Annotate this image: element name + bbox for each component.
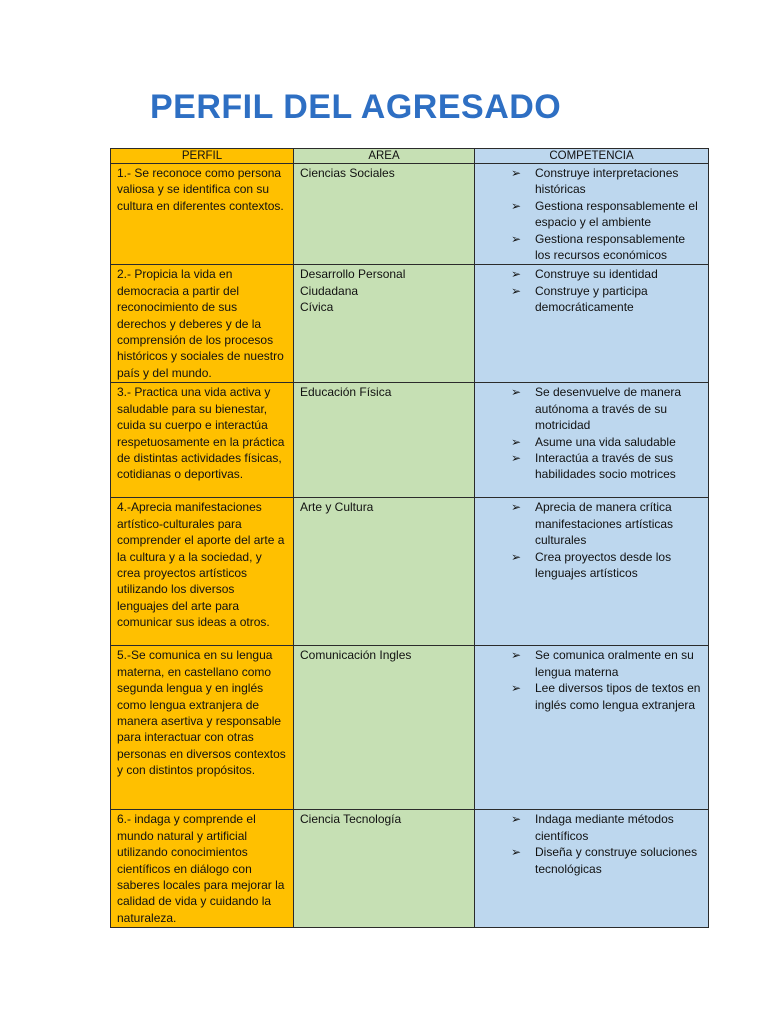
area-cell: [294, 383, 475, 498]
area-name: Cívica: [300, 300, 334, 315]
competencia-item: ➢ Construye y participa democráticamente: [511, 283, 648, 315]
area-cell: [294, 164, 475, 265]
header-row: [111, 149, 709, 164]
arrowhead-bullet-icon: ➢: [511, 166, 522, 180]
perfil-cell: 3.- Practica una vida activa y saludable para su bienestar, cuida su cuerpo e interactúa respetuosamente en la práctica de distintas actividades físicas, cotidianas o deportivas.: [111, 383, 294, 498]
competencia-item: ➢ Interactúa a través de sus habilidades socio motrices: [511, 450, 676, 482]
header-area: AREA: [294, 149, 475, 164]
perfil-cell: 4.-Aprecia manifestaciones artístico-culturales para comprender el aporte del arte a la cultura y a la sociedad, y crea proyectos artísticos utilizando los diversos lenguajes del arte para comunicar sus ideas a otros.: [111, 498, 294, 646]
header-perfil: PERFIL: [111, 149, 294, 164]
competencia-item: ➢ Indaga mediante métodos científicos: [511, 812, 674, 843]
competencia-cell: [475, 498, 709, 646]
arrowhead-bullet-icon: ➢: [511, 681, 522, 696]
table-row: [111, 498, 709, 646]
competencia-item: ➢ Lee diversos tipos de textos en inglés como lengua extranjera: [511, 681, 701, 712]
area-cell: [294, 810, 475, 928]
arrowhead-bullet-icon: ➢: [511, 434, 522, 449]
competencia-item: ➢ Se desenvuelve de manera autónoma a través de su motricidad: [511, 385, 682, 433]
competencia-cell: [475, 810, 709, 928]
competencia-item: ➢ Gestiona responsablemente los recursos económicos: [511, 231, 686, 263]
area-name: Ciudadana: [300, 283, 359, 298]
perfil-cell: 5.-Se comunica en su lengua materna, en castellano como segunda lengua y en inglés como lengua extranjera de manera asertiva y responsable para interactuar con otras personas en diversos contextos y con distintos propósitos.: [111, 646, 294, 810]
arrowhead-bullet-icon: ➢: [511, 198, 522, 213]
area-name: Educación Física: [300, 385, 392, 400]
competencia-item: ➢ Aprecia de manera crítica manifestaciones artísticas culturales: [511, 500, 674, 548]
competencia-item: ➢ Gestiona responsablemente el espacio y el ambiente: [511, 198, 698, 230]
competencia-item: ➢ Construye interpretaciones históricas: [511, 166, 679, 197]
arrowhead-bullet-icon: ➢: [511, 385, 522, 400]
area-cell: [294, 265, 475, 383]
arrowhead-bullet-icon: ➢: [511, 648, 522, 663]
area-name: Ciencia Tecnología: [300, 812, 402, 827]
area-name: Comunicación Ingles: [300, 648, 412, 663]
page-title: PERFIL DEL AGRESADO: [150, 88, 562, 126]
arrowhead-bullet-icon: ➢: [511, 549, 522, 564]
competencia-item: ➢ Crea proyectos desde los lenguajes artísticos: [511, 549, 672, 580]
arrowhead-bullet-icon: ➢: [511, 267, 522, 282]
table-row: [111, 646, 709, 810]
area-cell: [294, 646, 475, 810]
area-name: Arte y Cultura: [300, 500, 374, 515]
arrowhead-bullet-icon: ➢: [511, 500, 522, 515]
arrowhead-bullet-icon: ➢: [511, 845, 522, 860]
table-row: [111, 164, 709, 265]
arrowhead-bullet-icon: ➢: [511, 283, 522, 298]
perfil-cell: 2.- Propicia la vida en democracia a partir del reconocimiento de sus derechos y deberes y de la comprensión de los procesos históricos y sociales de nuestro país y del mundo.: [111, 265, 294, 383]
competencia-cell: [475, 646, 709, 810]
competencia-item: ➢ Se comunica oralmente en su lengua materna: [511, 648, 694, 679]
area-name: Desarrollo Personal: [300, 267, 406, 282]
perfil-cell: 6.- indaga y comprende el mundo natural y artificial utilizando conocimientos científicos en diálogo con saberes locales para mejorar la calidad de vida y cuidando la naturaleza.: [111, 810, 294, 928]
arrowhead-bullet-icon: ➢: [511, 231, 522, 246]
table-row: [111, 383, 709, 498]
table-row: [111, 265, 709, 383]
profile-table: [110, 148, 709, 928]
header-competencia: COMPETENCIA: [475, 149, 709, 164]
competencia-item: ➢ Construye su identidad: [511, 267, 658, 282]
competencia-cell: [475, 265, 709, 383]
competencia-item: ➢ Asume una vida saludable: [511, 434, 676, 449]
arrowhead-bullet-icon: ➢: [511, 450, 522, 465]
perfil-cell: 1.- Se reconoce como persona valiosa y se identifica con su cultura en diferentes contextos.: [111, 164, 294, 265]
area-cell: [294, 498, 475, 646]
table-row: [111, 810, 709, 928]
arrowhead-bullet-icon: ➢: [511, 812, 522, 827]
competencia-item: ➢ Diseña y construye soluciones tecnológicas: [511, 845, 698, 876]
competencia-cell: [475, 164, 709, 265]
competencia-cell: [475, 383, 709, 498]
area-name: Ciencias Sociales: [300, 166, 395, 180]
